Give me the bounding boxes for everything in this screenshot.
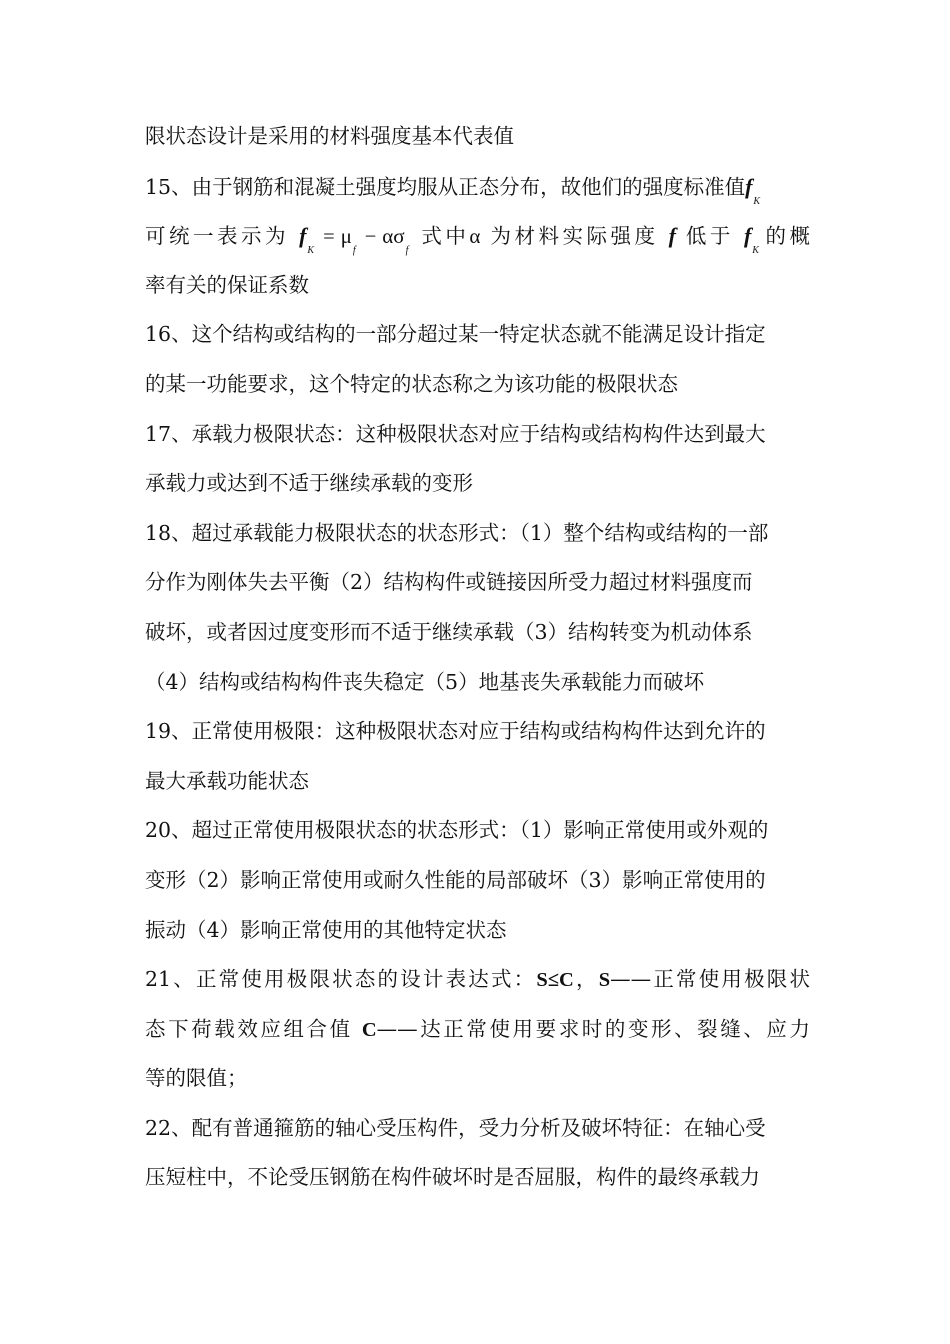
text-line-item-15	[145, 162, 810, 212]
text-line	[145, 1005, 810, 1055]
text-line: 承载力或达到不适于继续承载的变形	[145, 471, 473, 496]
text-line-item-22: 22、配有普通箍筋的轴心受压构件，受力分析及破坏特征：在轴心受	[145, 1115, 766, 1140]
text-fragment: 低于	[685, 224, 734, 249]
text-line-item-16: 16、这个结构或结构的一部分超过某一特定状态就不能满足设计指定	[145, 322, 766, 347]
formula-fk: $f_K$	[743, 223, 759, 257]
text-line: （4）结构或结构构件丧失稳定（5）地基丧失承载能力而破坏	[145, 669, 705, 694]
text-line-item-18: 18、超过承载能力极限状态的状态形式：（1）整个结构或结构的一部	[145, 520, 769, 545]
formula-fk: $f_K$	[745, 173, 761, 207]
text-fragment: 式中	[421, 224, 470, 249]
text-fragment: 的概	[761, 224, 810, 249]
text-line-item-21	[145, 955, 810, 1005]
text-line: 压短柱中，不论受压钢筋在构件破坏时是否屈服，构件的最终承载力	[145, 1165, 760, 1190]
text-line: 分作为刚体失去平衡（2）结构构件或链接因所受力超过材料强度而	[145, 570, 753, 595]
text-fragment: 可统一表示为	[145, 224, 290, 249]
text-line-item-19: 19、正常使用极限：这种极限状态对应于结构或结构构件达到允许的	[145, 719, 766, 744]
text-fragment: 15、由于钢筋和混凝土强度均服从正态分布，故他们的强度标准值	[145, 174, 746, 199]
alpha-symbol: α	[469, 224, 481, 249]
bold-symbol: S	[598, 969, 611, 992]
text-line: 等的限值；	[145, 1066, 248, 1091]
formula-expression: $f_K= \mu_f- \alpha\sigma_f$	[299, 223, 409, 257]
text-line-item-17: 17、承载力极限状态：这种极限状态对应于结构或结构构件达到最大	[145, 421, 766, 446]
bold-symbol: C	[361, 1018, 377, 1041]
formula-f: f	[668, 223, 676, 249]
text-line: 变形（2）影响正常使用或耐久性能的局部破坏（3）影响正常使用的	[145, 867, 766, 892]
text-fragment: ——达正常使用要求时的变形、裂缝、应力	[376, 1016, 810, 1041]
text-line: 率有关的保证系数	[145, 272, 309, 297]
text-line-formula	[145, 211, 810, 261]
text-line: 振动（4）影响正常使用的其他特定状态	[145, 917, 507, 942]
text-fragment: ——正常使用极限状	[610, 967, 810, 992]
document-page	[145, 112, 810, 1203]
text-fragment: 态下荷载效应组合值	[145, 1016, 353, 1041]
text-fragment: ，	[573, 967, 599, 992]
text-line: 破坏，或者因过度变形而不适于继续承载（3）结构转变为机动体系	[145, 619, 753, 644]
bold-expression: S≤C	[536, 969, 574, 992]
text-fragment: 为材料实际强度	[490, 224, 659, 249]
text-line: 限状态设计是采用的材料强度基本代表值	[145, 124, 514, 148]
text-line: 的某一功能要求，这个特定的状态称之为该功能的极限状态	[145, 371, 678, 396]
text-line: 最大承载功能状态	[145, 768, 309, 793]
text-line-item-20: 20、超过正常使用极限状态的状态形式：（1）影响正常使用或外观的	[145, 818, 769, 843]
text-fragment: 21、正常使用极限状态的设计表达式：	[145, 967, 537, 992]
